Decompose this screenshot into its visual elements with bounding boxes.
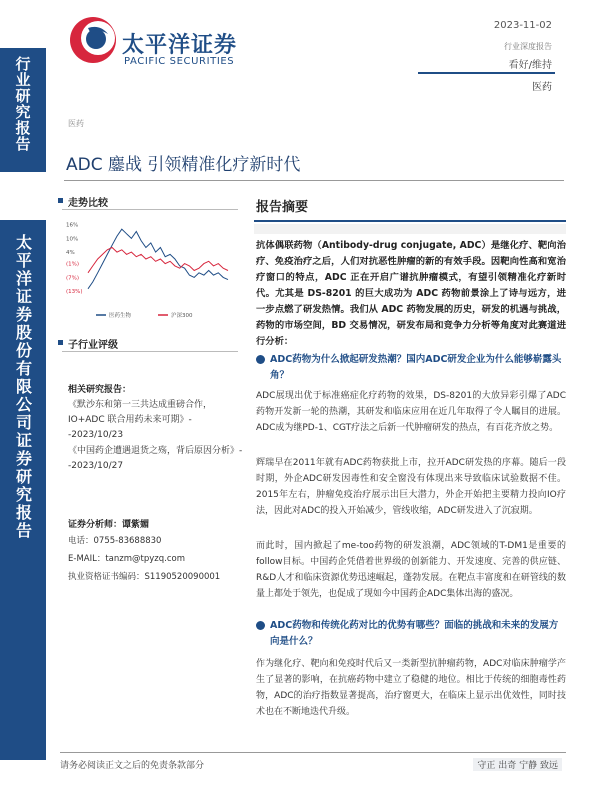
question-1-text: ADC药物为什么掀起研发热潮？国内ADC研发企业为什么能够崭露头角？ [270, 354, 562, 381]
bullet-icon [256, 621, 265, 630]
report-title: ADC 鏖战 引领精准化疗新时代 [66, 155, 301, 175]
paragraph-4: 作为继化疗、靶向和免疫时代后又一类新型抗肿瘤药物，ADC对临床肿瘤学产生了显著的影响，在抗癌药物中建立了稳健的地位。相比于传统的细胞毒性药物，ADC的治疗指数显著提高，治疗窗更大，在临床上显示出优效性，同时技术也在不断地迭代升级。 [256, 659, 566, 717]
brand-name-en: PACIFIC SECURITIES [124, 56, 235, 67]
trend-chart [66, 214, 234, 324]
abstract-title: 报告摘要 [256, 200, 309, 215]
question-1 [256, 352, 566, 384]
sector-tag: 医药 [68, 119, 84, 128]
footer-divider [60, 752, 566, 753]
paragraph-3: 而此时，国内掀起了me-too药物的研发浪潮，ADC领域的T-DM1是重要的follow目标。中国药企凭借着世界级的创新能力、开发速度、完善的供应链、R&D人才和临床资源优势迅速崛起，蓬勃发展。在靶点丰富度和在研管线的数量上都处于领先，也促成了现如今中国药企ADC集体出海的盛况。 [256, 541, 566, 599]
analyst-phone: 电话：0755-83688830 [68, 536, 162, 546]
abstract-divider [254, 220, 566, 222]
legend-label: 沪深300 [171, 313, 193, 319]
analyst-email[interactable]: E-MAIL：tanzm@tpyzq.com [68, 554, 185, 564]
sidebar-top-block [0, 48, 46, 172]
pacific-securities-logo-icon [68, 14, 118, 66]
chart-lines [88, 229, 228, 289]
y-tick-label: (13%) [66, 289, 83, 296]
y-tick-label: (7%) [66, 275, 80, 282]
question-2-text: ADC药物和传统化药对比的优势有哪些？面临的挑战和未来的发展方向是什么？ [270, 620, 559, 647]
y-tick-label: (1%) [66, 261, 80, 268]
footer-motto: 守正 出奇 宁静 致远 [473, 758, 562, 771]
y-tick-label: 10% [66, 236, 79, 243]
chart-y-ticks [66, 223, 83, 296]
series-line-1 [88, 229, 228, 289]
trend-heading: 走势比较 [68, 194, 108, 209]
brand-name-cn: 太平洋证券 [122, 33, 238, 58]
question-2 [256, 618, 566, 650]
legend-label: 医药生物 [109, 313, 132, 319]
abstract-summary: 抗体偶联药物（Antibody-drug conjugate, ADC）是继化疗、靶向治疗、免疫治疗之后，人们对抗恶性肿瘤的新的有效手段。因靶向性高和宽治疗窗口的特点，ADC 正在开启广谱抗肿瘤模式，有望引领精准化疗新时代。尤其是 DS-8201 的巨大成功为 ADC 药物前景涂上了诗与远方，进一步点燃了研发热情。我们从 ADC 药物发展的历史，研发的机遇与挑战，药物的市场空间，BD 交易情况，研发布局和竞争力分析等角度对此赛道进行分析： [256, 240, 566, 347]
analyst-license: 执业资格证书编码：S1190520090001 [68, 572, 221, 582]
sidebar-company-label: 太平洋证券股份有限公司证券研究报告 [13, 234, 33, 540]
report-type: 行业深度报告 [504, 42, 552, 51]
title-divider [64, 180, 564, 181]
paragraph-1: ADC展现出优于标准癌症化疗药物的效果，DS-8201的大放异彩引爆了ADC药物开发新一轮的热潮，其研发和临床应用在近几年取得了令人瞩目的进展。ADC成为继PD-1、CGT疗法之后新一代肿瘤研发的热点，有百花齐放之势。 [256, 391, 566, 433]
report-date: 2023-11-02 [493, 20, 552, 31]
header-divider [418, 72, 555, 74]
related-report-2[interactable]: 《中国药企遭遇退货之殇，背后原因分析》--2023/10/27 [68, 446, 243, 471]
related-heading: 相关研究报告： [68, 385, 132, 395]
footer-disclaimer[interactable]: 请务必阅读正文之后的免责条款部分 [60, 761, 205, 771]
chart-legend [96, 311, 193, 319]
sector-label: 医药 [532, 82, 552, 93]
rating-heading: 子行业评级 [68, 336, 118, 351]
paragraph-2: 辉瑞早在2011年就有ADC药物获批上市，拉开ADC研发热的序幕。随后一段时期，外企ADC研发因毒性和安全窗没有体现出来导致临床试验数据不佳。2015年左右，肿瘤免疫治疗展示出巨大潜力，外企开始把主要精力投向IO疗法，因此对ADC的投入开始减少，管线收缩，ADC研发进入了沉寂期。 [256, 458, 566, 516]
sidebar-bottom-block [0, 220, 46, 760]
left-sidebar [0, 0, 46, 792]
rating-divider [62, 351, 238, 352]
rating-label: 看好/维持 [508, 60, 552, 71]
analyst-name: 证券分析师：谭紫媚 [68, 520, 150, 530]
abstract-band [254, 224, 566, 234]
related-report-1[interactable]: 《默沙东和第一三共达成重磅合作，IO+ADC 联合用药未来可期》--2023/10/23 [68, 400, 213, 440]
bullet-icon [256, 355, 265, 364]
y-tick-label: 16% [66, 222, 79, 229]
y-tick-label: 4% [66, 250, 75, 257]
trend-divider [62, 209, 238, 210]
sidebar-report-kind: 行业研究报告 [13, 56, 32, 152]
